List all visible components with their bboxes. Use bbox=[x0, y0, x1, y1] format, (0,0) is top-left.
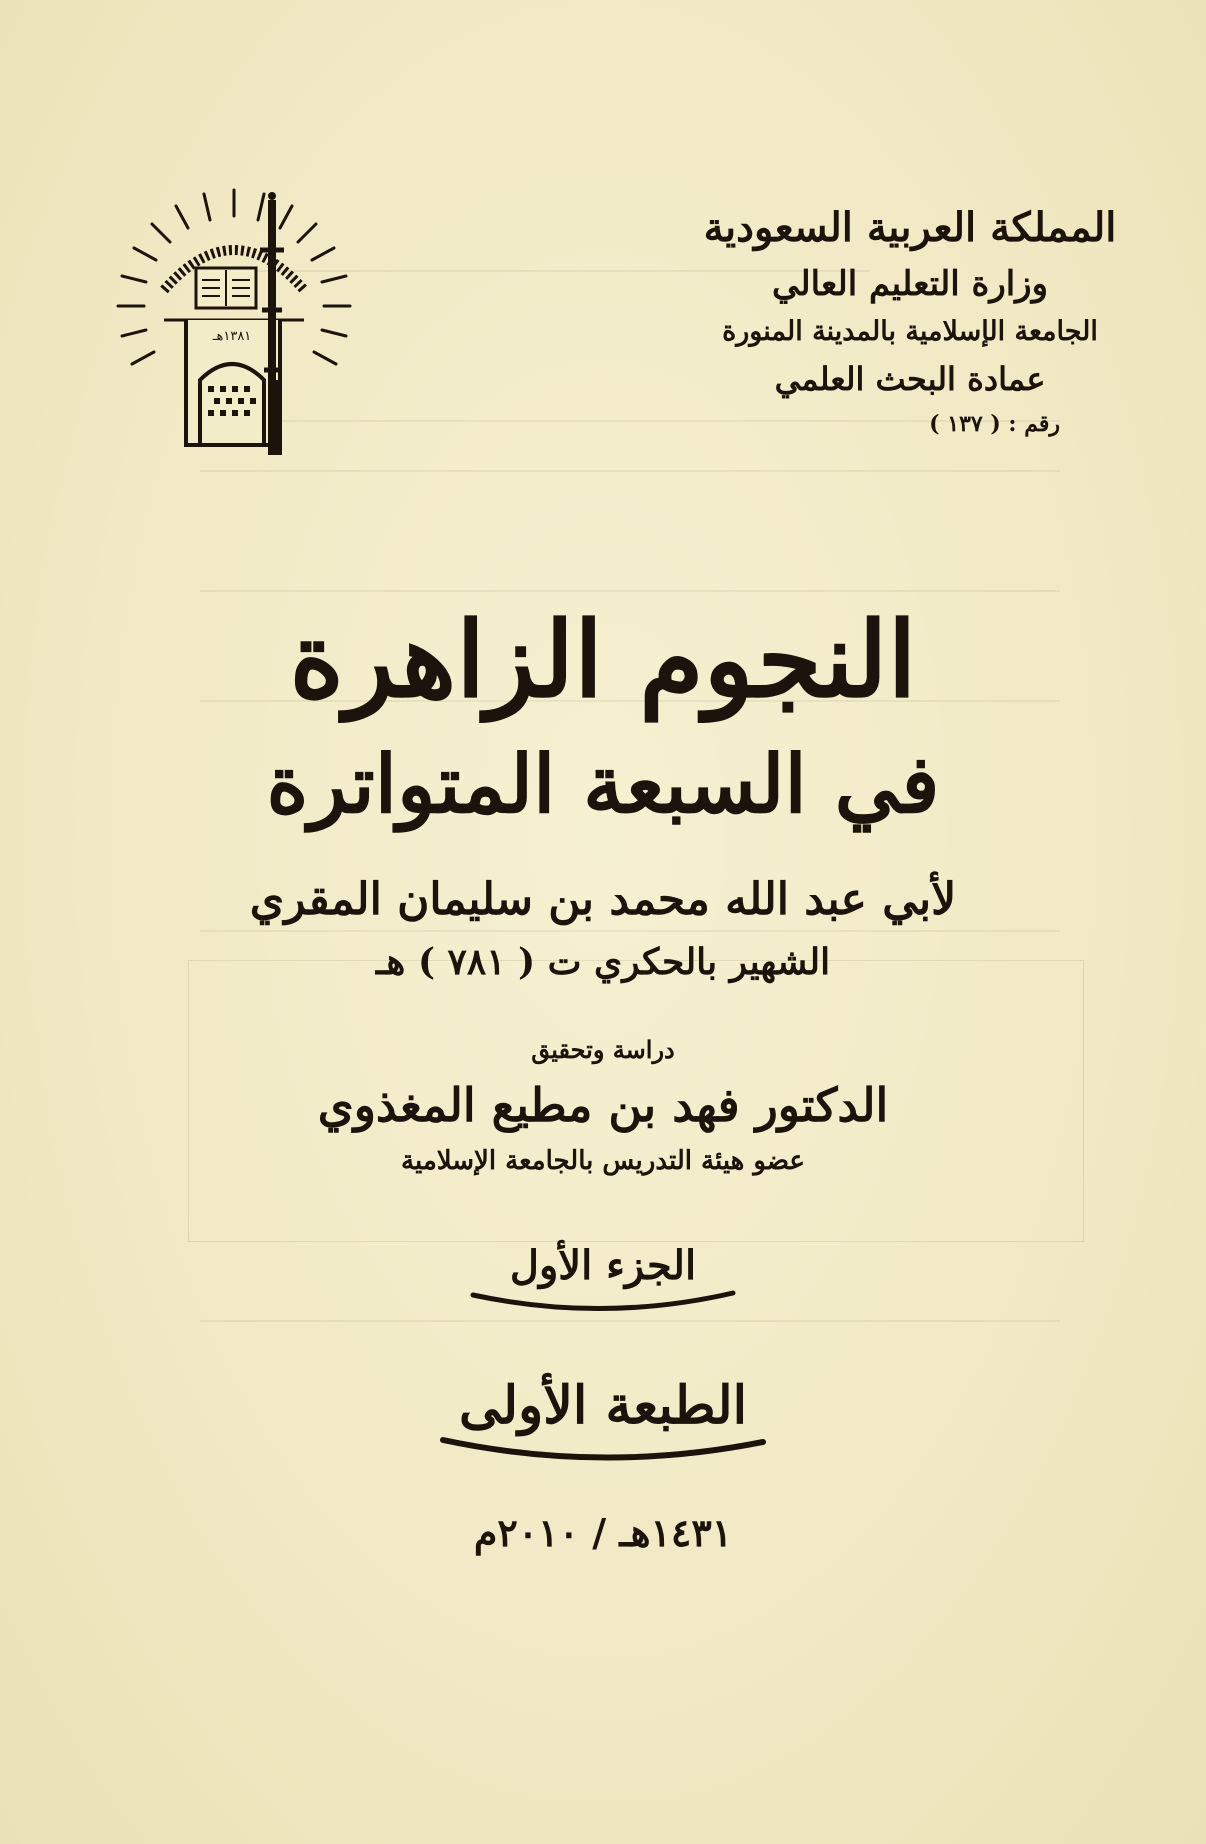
edition-swash-ornament bbox=[433, 1436, 773, 1466]
university-emblem-logo bbox=[104, 180, 364, 455]
book-subtitle: في السبعة المتواترة bbox=[266, 736, 940, 831]
deanship-name: عمادة البحث العلمي bbox=[774, 360, 1046, 399]
bleed-through-line bbox=[200, 590, 1060, 592]
series-number: رقم : ( ١٣٧ ) bbox=[929, 410, 1060, 437]
editor-role: عضو هيئة التدريس بالجامعة الإسلامية bbox=[401, 1145, 805, 1176]
book-title: النجوم الزاهرة bbox=[289, 598, 917, 721]
author-known-as: الشهير بالحكري ت ( ٧٨١ ) هـ bbox=[375, 940, 831, 983]
author-name: لأبي عبد الله محمد بن سليمان المقري bbox=[249, 873, 957, 925]
editor-name: الدكتور فهد بن مطيع المغذوي bbox=[317, 1077, 889, 1132]
volume-label: الجزء الأول bbox=[509, 1241, 697, 1289]
ministry-name: وزارة التعليم العالي bbox=[771, 264, 1049, 304]
volume-swash-ornament bbox=[463, 1289, 743, 1317]
kingdom-name: المملكة العربية السعودية bbox=[703, 204, 1117, 251]
edition-label: الطبعة الأولى bbox=[458, 1374, 748, 1436]
title-block bbox=[0, 600, 1206, 1555]
institution-header bbox=[700, 205, 1120, 437]
university-name: الجامعة الإسلامية بالمدينة المنورة bbox=[722, 316, 1098, 348]
publication-date: ١٤٣١هـ / ٢٠١٠م bbox=[473, 1509, 733, 1555]
emblem-year: ١٣٨١هـ bbox=[212, 329, 252, 344]
study-label: دراسة وتحقيق bbox=[531, 1034, 675, 1064]
bleed-through-line bbox=[200, 470, 1060, 472]
